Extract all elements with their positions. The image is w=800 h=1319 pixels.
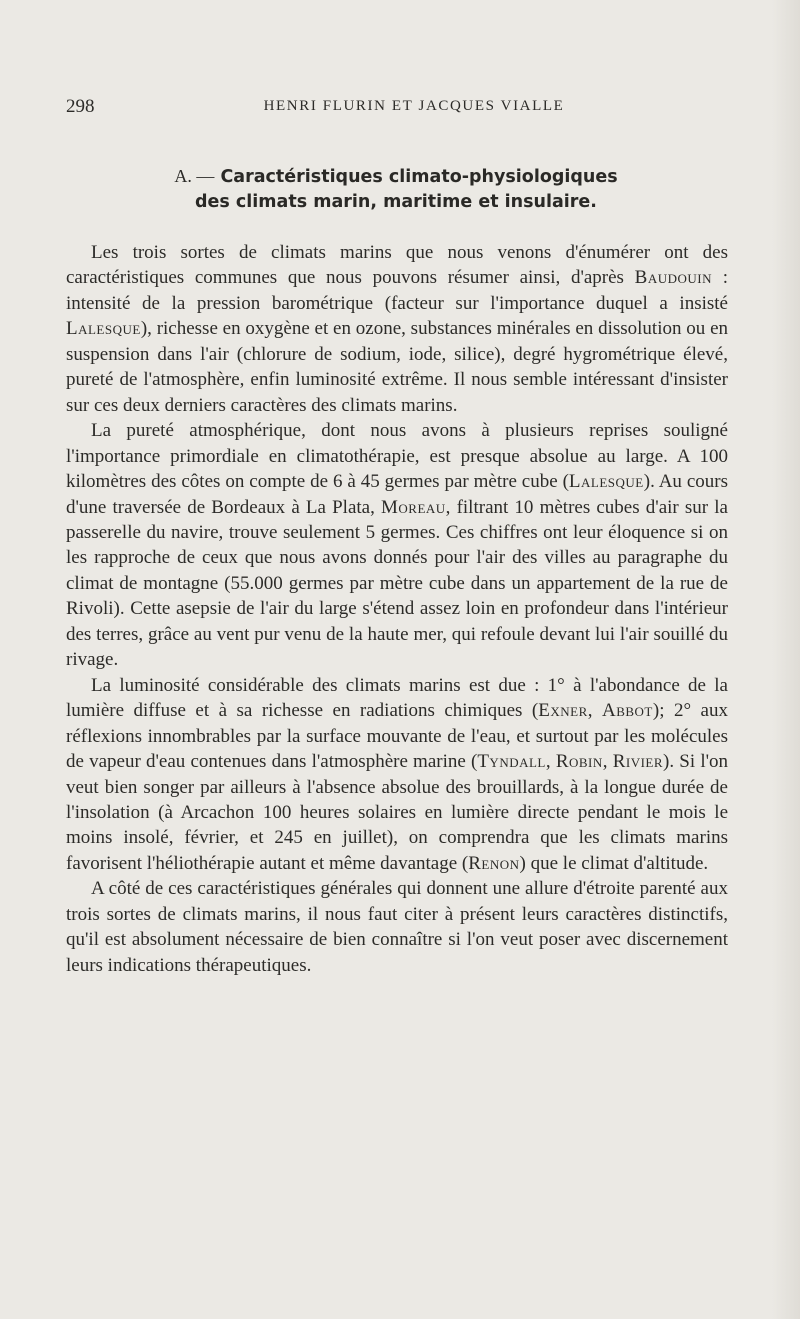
paragraph-air-composition: Les trois sortes de climats marins que nous venons d'énumérer ont des caractéristiques communes que nous pouvons résumer ainsi, d'après Baudouin : intensité de la pression barométrique (facteur sur l'importance duquel a insisté Lalesque), richesse en oxygène et en ozone, substances minérales en dissolution ou en suspension dans l'air (chlorure de sodium, iode, silice), degré hygrométrique élevé, pureté de l'atmosphère, enfin luminosité extrême. Il nous semble intéressant d'insister sur ces deux derniers caractères des climats marins. — [66, 242, 728, 416]
author-name: Abbot — [601, 700, 653, 722]
paragraph-luminosity: La luminosité considérable des climats marins est due : 1° à l'abondance de la lumière diffuse et à sa richesse en radiations chimiques (Exner, Abbot); 2° aux réflexions innombrables par la surface mouvante de l'eau, et surtout par les molécules de vapeur d'eau contenues dans l'atmosphère marine (Tyndall, Robin, Rivier). Si l'on veut bien songer par ailleurs à l'absence absolue des brouillards, à la longue durée de l'insolation (à Arcachon 100 heures solaires en lumière directe pendant le mois le moins insolé, février, et 245 en juillet), on comprendra que les climats marins favorisent l'héliothérapie autant et même davantage (Renon) que le climat d'altitude. — [66, 674, 729, 874]
section-heading — [66, 164, 726, 215]
section-title-line-1: Caractéristiques climato-physiologiques — [220, 167, 618, 187]
author-name: Lalesque — [66, 318, 141, 340]
author-name: Renon — [468, 852, 520, 874]
author-name: Tyndall — [477, 751, 546, 773]
running-header-title: HENRI FLURIN ET JACQUES VIALLE — [263, 98, 565, 114]
section-prefix: A. — — [174, 166, 215, 186]
author-name: Robin — [555, 751, 603, 773]
author-name: Baudouin — [634, 267, 713, 289]
paragraph-purity: La pureté atmosphérique, dont nous avons à plusieurs reprises souligné l'importance primordiale en climatothérapie, est presque absolue au large. A 100 kilomètres des côtes on compte de 6 à 45 germes par mètre cube (Lalesque). Au cours d'une traversée de Bordeaux à La Plata, Moreau, filtrant 10 mètres cubes d'air sur la passerelle du navire, trouve seulement 5 germes. Ces chiffres ont leur éloquence si on les rapproche de ceux que nous avons donnés pour l'air des villes au paragraphe du climat de montagne (55.000 germes par mètre cube dans un appartement de la rue de Rivoli). Cette asepsie de l'air du large s'étend assez loin en profondeur dans l'intérieur des terres, grâce au vent pur venu de la haute mer, qui refoule devant lui l'air souillé du rivage. — [66, 420, 728, 671]
paragraph-distinctive-traits: A côté de ces caractéristiques générales qui donnent une allure d'étroite parenté aux trois sortes de climats marins, il nous faut citer à présent leurs caractères distinctifs, qu'il est absolument nécessaire de bien connaître si l'on veut poser avec discernement leurs indications thérapeutiques. — [66, 878, 728, 976]
author-name: Moreau — [381, 496, 446, 518]
body-text — [66, 240, 728, 978]
page-number: 298 — [66, 96, 95, 117]
section-heading-line-1 — [66, 164, 726, 190]
section-title-line-2: des climats marin, maritime et insulaire. — [195, 192, 597, 212]
running-header — [66, 96, 726, 120]
author-name: Rivier — [612, 751, 664, 773]
author-name: Lalesque — [568, 471, 644, 493]
author-name: Exner — [538, 700, 588, 722]
